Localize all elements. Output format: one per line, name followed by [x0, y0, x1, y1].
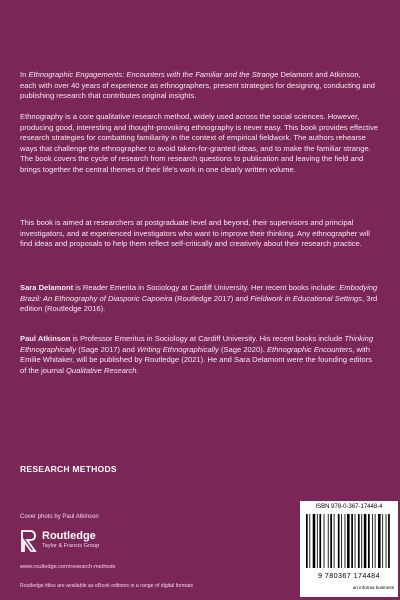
blurb-description: Ethnography is a core qualitative research method, widely used across the social sciences. However, producing good, interesting and thought-provoking ethnography is never easy. This book provides effective research strategies for combatting familiarity in the context of empirical fieldwork. The authors rehearse ways that challenge the ethnographer to avoid taken-for-granted ideas, and to make the familiar strange. The book covers the cycle of research from research questions to publication and leaving the field and brings together the central themes of their life's work in one clearly written volume.	[20, 112, 378, 174]
photo-credit: Cover photo by Paul Atkinson	[20, 514, 99, 520]
bio-text: is Reader Emerita in Sociology at Cardiff University. Her recent books include:	[73, 283, 340, 292]
author-name: Paul Atkinson	[20, 334, 71, 343]
book-title-italic: Writing Ethnographically	[136, 344, 219, 354]
bio-text: .	[136, 365, 139, 375]
blurb-intro-text: In	[20, 70, 29, 79]
publisher-url[interactable]: www.routledge.com/research-methods	[20, 564, 116, 570]
author-name: Sara Delamont	[20, 283, 74, 292]
isbn-digits: 9 780367 174484	[318, 571, 380, 580]
bio-text: (Sage 2017) and	[76, 344, 137, 354]
routledge-logo-icon	[20, 529, 38, 553]
bio-text: (Routledge 2017) and	[172, 293, 251, 303]
publisher-group: Taylor & Francis Group	[42, 543, 100, 549]
bio-text: , with Emilie Whitaker, will be published by Routledge (2021). He and Sara Delamont were the founding editors of the journal	[20, 344, 373, 375]
barcode-icon	[304, 514, 394, 570]
book-title-italic: Ethnographic Engagements: Encounters with the Familiar and the Strange	[28, 70, 279, 79]
author-bio-atkinson	[20, 334, 378, 376]
isbn-label: ISBN 978-0-367-17448-4	[315, 504, 383, 510]
blurb-intro	[20, 70, 378, 102]
author-bio-delamont	[20, 283, 378, 315]
bio-text: (Sage 2020).	[218, 344, 267, 354]
book-title-italic: Fieldwork in Educational Settings	[250, 293, 363, 303]
publisher-logo	[20, 528, 220, 558]
bio-text: is Professor Emeritus in Sociology at Cardiff University. His recent books include	[70, 334, 345, 343]
ebook-note: Routledge titles are available as eBook editions in a range of digital formats	[20, 583, 194, 589]
informa-note: an informa business	[352, 585, 394, 590]
blurb-audience: This book is aimed at researchers at postgraduate level and beyond, their supervisors and principal investigators, and at experienced investigators who want to improve their thinking. Any ethnographer will find ideas and proposals to help them reflect self-critically and creatively about their research practice.	[20, 218, 370, 249]
isbn-barcode	[300, 501, 398, 597]
book-title-italic: Embodying Brazil: An Ethnography of Diasporic Capoeira	[20, 283, 378, 303]
book-title-italic: Ethnographic Encounters	[266, 344, 353, 354]
journal-title-italic: Qualitative Research	[66, 365, 137, 375]
book-title-italic: Thinking Ethnographically	[20, 334, 374, 354]
subject-category: RESEARCH METHODS	[20, 464, 117, 474]
bio-text: , 3rd edition (Routledge 2016).	[20, 293, 378, 314]
blurb-intro-text-cont: Delamont and Atkinson, each with over 40 years of experience as ethnographers, present strategies for designing, conducting and publishing research that contributes original insights.	[20, 70, 376, 101]
publisher-name: Routledge	[42, 530, 96, 542]
